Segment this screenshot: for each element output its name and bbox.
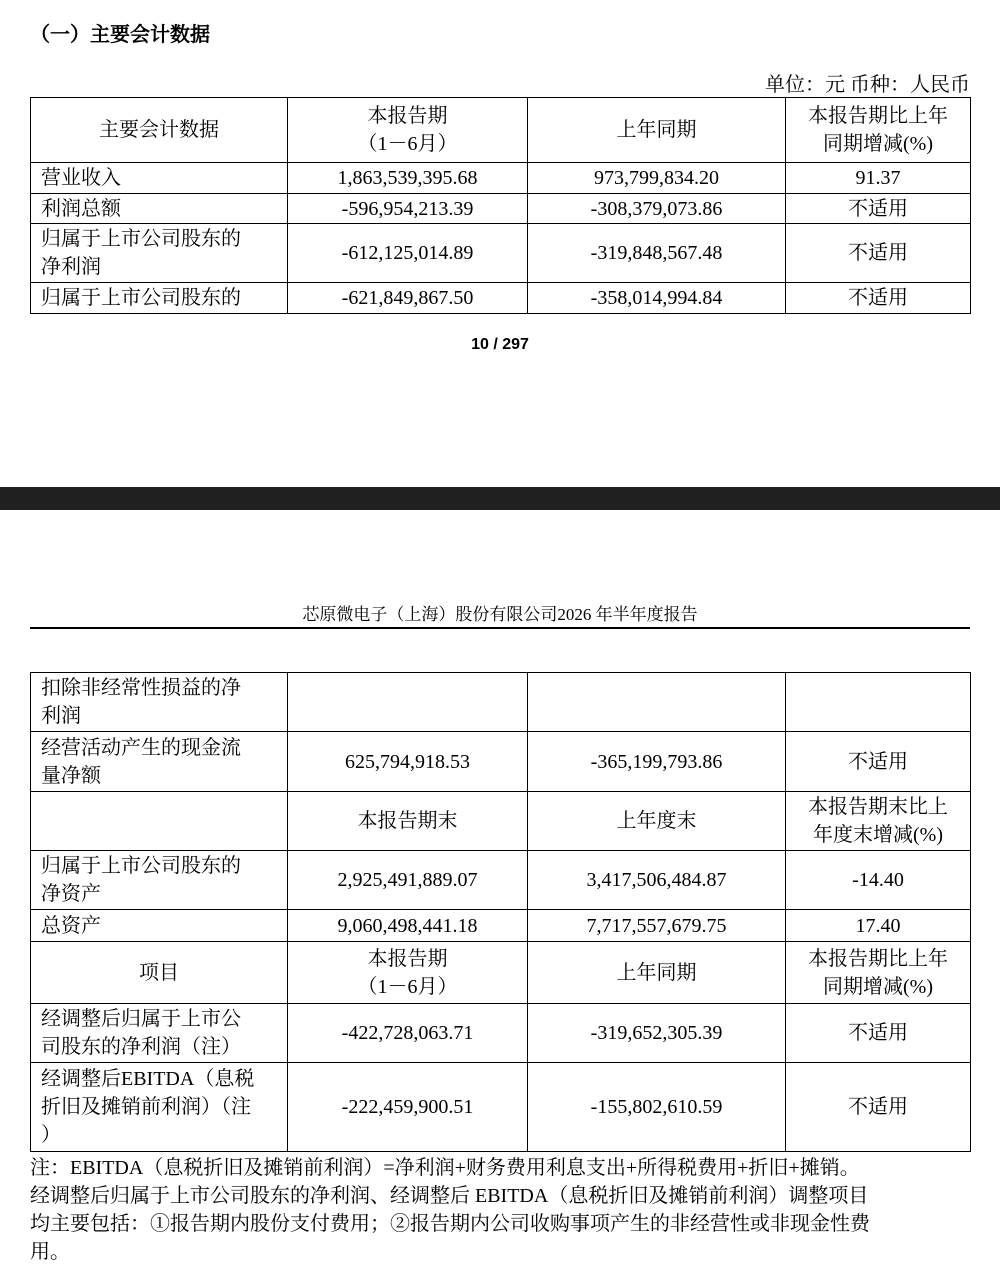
cell-current: 1,863,539,395.68 bbox=[288, 163, 528, 194]
table-footnote bbox=[30, 1154, 972, 1266]
cell-change: 不适用 bbox=[786, 283, 971, 314]
table-row bbox=[31, 194, 971, 224]
cell-current: -596,954,213.39 bbox=[288, 194, 528, 224]
table-row bbox=[31, 910, 971, 942]
row-label: 经调整后EBITDA（息税 折旧及摊销前利润）（注 ） bbox=[31, 1063, 288, 1152]
row-label: 经营活动产生的现金流 量净额 bbox=[31, 732, 288, 792]
cell-current: 625,794,918.53 bbox=[288, 732, 528, 792]
cell-change: 不适用 bbox=[786, 1063, 971, 1152]
cell-prior: -319,848,567.48 bbox=[528, 224, 786, 283]
cell-prior: -319,652,305.39 bbox=[528, 1004, 786, 1063]
table-row bbox=[31, 224, 971, 283]
header-prior-period: 上年同期 bbox=[528, 98, 786, 163]
table-header-row bbox=[31, 792, 971, 851]
cell-current: 2,925,491,889.07 bbox=[288, 851, 528, 910]
cell-prior: -308,379,073.86 bbox=[528, 194, 786, 224]
header-period-end: 本报告期末 bbox=[288, 792, 528, 851]
cell-current bbox=[288, 673, 528, 732]
table-header-row bbox=[31, 942, 971, 1004]
cell-current: -422,728,063.71 bbox=[288, 1004, 528, 1063]
row-label: 归属于上市公司股东的 净利润 bbox=[31, 224, 288, 283]
cell-change bbox=[786, 673, 971, 732]
cell-current: 9,060,498,441.18 bbox=[288, 910, 528, 942]
row-label: 总资产 bbox=[31, 910, 288, 942]
table-row bbox=[31, 673, 971, 732]
row-label: 经调整后归属于上市公 司股东的净利润（注） bbox=[31, 1004, 288, 1063]
table-row bbox=[31, 732, 971, 792]
row-label: 营业收入 bbox=[31, 163, 288, 194]
header-rule bbox=[30, 627, 970, 629]
header-item bbox=[31, 792, 288, 851]
header-current-period: 本报告期 （1－6月） bbox=[288, 98, 528, 163]
footnote-line: 经调整后归属于上市公司股东的净利润、经调整后 EBITDA（息税折旧及摊销前利润）调整项目 bbox=[30, 1185, 869, 1207]
header-item: 主要会计数据 bbox=[31, 98, 288, 163]
cell-prior: 7,717,557,679.75 bbox=[528, 910, 786, 942]
accounting-data-table-part1 bbox=[30, 97, 971, 314]
cell-change: 17.40 bbox=[786, 910, 971, 942]
cell-prior: 973,799,834.20 bbox=[528, 163, 786, 194]
accounting-data-table-part2 bbox=[30, 672, 971, 1152]
header-prior-year-end: 上年度末 bbox=[528, 792, 786, 851]
unit-currency-line: 单位：元 币种：人民币 bbox=[765, 74, 970, 96]
table-header-row bbox=[31, 98, 971, 163]
header-change: 本报告期末比上 年度末增减(%) bbox=[786, 792, 971, 851]
cell-current: -222,459,900.51 bbox=[288, 1063, 528, 1152]
row-label: 利润总额 bbox=[31, 194, 288, 224]
table-row bbox=[31, 1063, 971, 1152]
section-title: （一）主要会计数据 bbox=[30, 22, 210, 46]
header-change: 本报告期比上年 同期增减(%) bbox=[786, 942, 971, 1004]
header-current-period: 本报告期 （1－6月） bbox=[288, 942, 528, 1004]
cell-change: 不适用 bbox=[786, 732, 971, 792]
page-separator bbox=[0, 487, 1000, 510]
footnote-line: 均主要包括：①报告期内股份支付费用；②报告期内公司收购事项产生的非经营性或非现金性费 bbox=[30, 1213, 870, 1235]
row-label: 归属于上市公司股东的 bbox=[31, 283, 288, 314]
cell-prior: 3,417,506,484.87 bbox=[528, 851, 786, 910]
footnote-line: 注：EBITDA（息税折旧及摊销前利润）=净利润+财务费用利息支出+所得税费用+折旧+摊销。 bbox=[30, 1157, 860, 1179]
footnote-line: 用。 bbox=[30, 1241, 70, 1263]
cell-change: -14.40 bbox=[786, 851, 971, 910]
cell-change: 不适用 bbox=[786, 1004, 971, 1063]
cell-current: -612,125,014.89 bbox=[288, 224, 528, 283]
cell-prior bbox=[528, 673, 786, 732]
cell-prior: -358,014,994.84 bbox=[528, 283, 786, 314]
report-running-header: 芯原微电子（上海）股份有限公司2026 年半年度报告 bbox=[302, 605, 698, 624]
row-label: 归属于上市公司股东的 净资产 bbox=[31, 851, 288, 910]
page-number: 10 / 297 bbox=[471, 336, 529, 353]
table-row bbox=[31, 1004, 971, 1063]
table-row bbox=[31, 283, 971, 314]
row-label: 扣除非经常性损益的净 利润 bbox=[31, 673, 288, 732]
cell-change: 91.37 bbox=[786, 163, 971, 194]
header-change: 本报告期比上年 同期增减(%) bbox=[786, 98, 971, 163]
cell-change: 不适用 bbox=[786, 194, 971, 224]
table-row bbox=[31, 163, 971, 194]
table-row bbox=[31, 851, 971, 910]
header-item: 项目 bbox=[31, 942, 288, 1004]
cell-change: 不适用 bbox=[786, 224, 971, 283]
cell-current: -621,849,867.50 bbox=[288, 283, 528, 314]
cell-prior: -365,199,793.86 bbox=[528, 732, 786, 792]
cell-prior: -155,802,610.59 bbox=[528, 1063, 786, 1152]
header-prior-period: 上年同期 bbox=[528, 942, 786, 1004]
